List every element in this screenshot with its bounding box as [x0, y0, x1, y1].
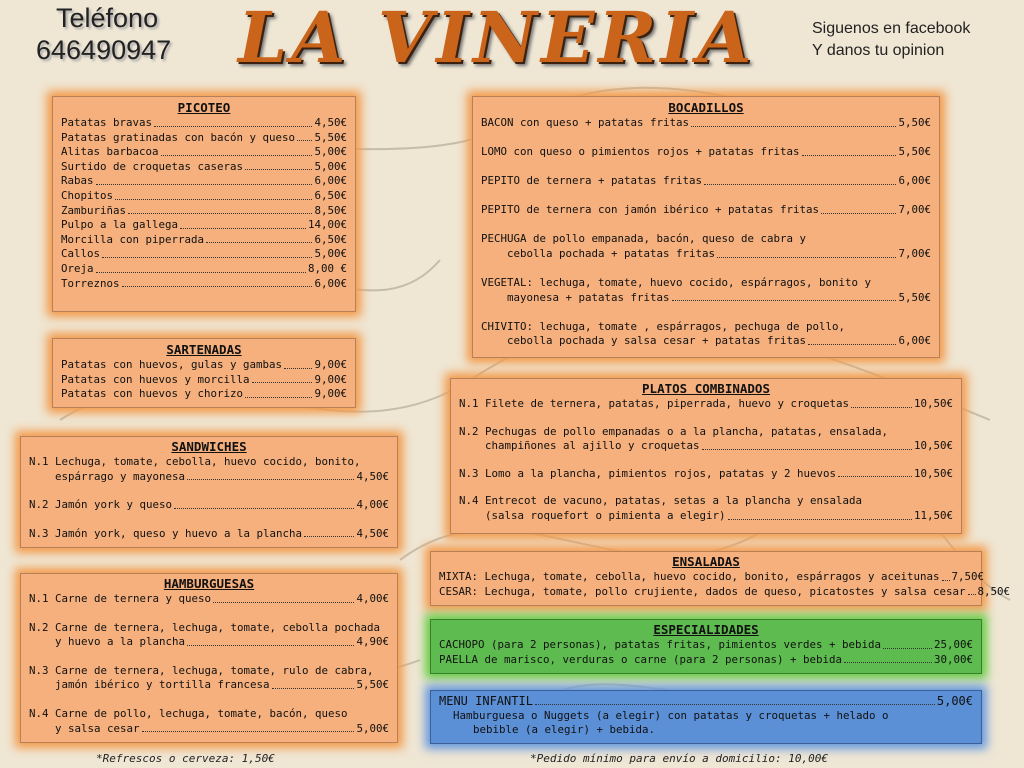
menu-item-price: 6,00€ — [314, 276, 347, 290]
section-title-sandwiches: SANDWICHES — [171, 439, 247, 454]
menu-item — [459, 397, 953, 412]
menu-item — [29, 722, 389, 737]
phone-block — [36, 2, 171, 66]
menu-item-name: Patatas con huevos y chorizo — [61, 387, 244, 401]
menu-item-price: 7,00€ — [898, 203, 931, 217]
menu-item-price: 11,50€ — [913, 508, 953, 522]
menu-item-name: LOMO con queso o pimientos rojos + patatas fritas — [481, 145, 800, 159]
menu-item — [61, 387, 347, 402]
menu-item — [439, 570, 985, 585]
section-hamburguesas — [20, 573, 398, 743]
menu-item — [61, 247, 347, 262]
menu-item-name-cont: champiñones al ajillo y croquetas — [485, 439, 700, 453]
phone-label: Teléfono — [56, 3, 159, 33]
menu-item-price: 4,50€ — [356, 469, 389, 483]
menu-item-price: 10,50€ — [913, 397, 953, 410]
menu-item — [61, 218, 347, 233]
section-title-platos: PLATOS COMBINADOS — [642, 381, 770, 396]
menu-item-price: 5,50€ — [898, 290, 931, 304]
menu-item-price: 5,50€ — [314, 130, 347, 144]
menu-item-price: 6,00€ — [314, 174, 347, 188]
menu-item-name: Surtido de croquetas caseras — [61, 159, 244, 173]
menu-item-price: 5,50€ — [898, 116, 931, 129]
menu-item-price: 30,00€ — [933, 652, 973, 666]
menu-item-name-cont: espárrago y mayonesa — [55, 469, 186, 483]
menu-item-name: N.3 Carne de ternera, lechuga, tomate, rulo de cabra, — [29, 663, 374, 677]
menu-item-name: N.2 Jamón york y queso — [29, 498, 173, 512]
menu-item — [29, 592, 389, 607]
menu-item-name: PEPITO de ternera + patatas fritas — [481, 174, 703, 188]
menu-item-name-cont: y huevo a la plancha — [55, 635, 186, 649]
menu-item-name: CHIVITO: lechuga, tomate , espárragos, pechuga de pollo, — [481, 319, 846, 333]
menu-item-name: Torreznos — [61, 276, 120, 290]
menu-item-price: 5,00€ — [314, 145, 347, 159]
menu-item-name-cont: cebolla pochada + patatas fritas — [507, 246, 716, 260]
menu-item-price: 9,00€ — [314, 387, 347, 401]
menu-item — [439, 584, 1011, 600]
menu-item-price: 10,50€ — [913, 439, 953, 453]
menu-item-price: 5,00€ — [314, 247, 347, 261]
menu-item-price: 4,50€ — [356, 526, 389, 540]
facebook-line-2: Y danos tu opinion — [812, 42, 945, 59]
menu-item-name: N.4 Carne de pollo, lechuga, tomate, bacón, queso — [29, 706, 348, 720]
menu-item-name: PECHUGA de pollo empanada, bacón, queso de cabra y — [481, 232, 807, 246]
menu-item-name: BACON con queso + patatas fritas — [481, 116, 690, 129]
menu-item-price: 4,00€ — [356, 592, 389, 605]
menu-item-price: 6,00€ — [898, 334, 931, 348]
menu-item-name: MIXTA: Lechuga, tomate, cebolla, huevo cocido, bonito, espárragos y aceitunas — [439, 570, 940, 583]
menu-item-price: 5,00€ — [314, 159, 347, 173]
menu-item — [61, 373, 347, 388]
menu-item-name: Patatas gratinadas con bacón y queso — [61, 130, 296, 144]
menu-item-price: 4,50€ — [314, 116, 347, 129]
menu-item-price: 6,00€ — [898, 174, 931, 188]
menu-item — [439, 638, 973, 653]
menu-infantil-desc-2: bebible (a elegir) + bebida. — [473, 722, 656, 736]
menu-item — [61, 262, 347, 277]
menu-item — [29, 635, 389, 650]
section-title-picoteo: PICOTEO — [177, 100, 231, 115]
menu-infantil-price: 5,00€ — [936, 694, 973, 708]
menu-item-name: PEPITO de ternera con jamón ibérico + patatas fritas — [481, 203, 820, 217]
menu-item-name-cont: (salsa roquefort o pimienta a elegir) — [485, 508, 726, 522]
menu-item — [61, 145, 347, 160]
menu-item-name: Callos — [61, 247, 101, 261]
menu-item — [61, 160, 347, 175]
section-title-sartenadas: SARTENADAS — [166, 342, 242, 357]
menu-item-name: Chopitos — [61, 188, 114, 202]
menu-item — [29, 678, 389, 693]
section-sandwiches — [20, 436, 398, 548]
section-title-bocadillos: BOCADILLOS — [668, 100, 744, 115]
menu-infantil-desc-1: Hamburguesa o Nuggets (a elegir) con patatas y croquetas + helado o — [453, 708, 889, 722]
menu-item-price: 10,50€ — [913, 466, 953, 480]
menu-item-name: PAELLA de marisco, verduras o carne (para 2 personas) + bebida — [439, 652, 843, 666]
menu-item — [29, 498, 389, 513]
section-bocadillos — [472, 96, 940, 358]
section-title-ensaladas: ENSALADAS — [672, 554, 740, 569]
drinks-note: *Refrescos o cerveza: 1,50€ — [96, 752, 275, 765]
menu-item-name: Pulpo a la gallega — [61, 218, 179, 232]
section-picoteo — [52, 96, 356, 312]
menu-item — [481, 174, 931, 189]
menu-infantil-title: MENU INFANTIL — [439, 694, 533, 708]
menu-item — [29, 527, 389, 542]
menu-item-price: 25,00€ — [933, 638, 973, 651]
menu-item-name: N.4 Entrecot de vacuno, patatas, setas a la plancha y ensalada — [459, 494, 863, 508]
menu-item-price: 4,90€ — [356, 635, 389, 649]
menu-item-name: N.2 Pechugas de pollo empanadas o a la plancha, patatas, ensalada, — [459, 424, 889, 438]
menu-item — [61, 131, 347, 146]
menu-item — [61, 204, 347, 219]
menu-item — [439, 653, 973, 668]
menu-item-name: N.1 Carne de ternera y queso — [29, 592, 212, 605]
menu-item-name: N.3 Lomo a la plancha, pimientos rojos, patatas y 2 huevos — [459, 466, 837, 480]
facebook-note — [812, 18, 970, 62]
menu-item-name: N.3 Jamón york, queso y huevo a la plancha — [29, 526, 303, 540]
menu-item — [481, 247, 931, 262]
facebook-line-1: Siguenos en facebook — [812, 20, 971, 37]
menu-item-name: Patatas con huevos y morcilla — [61, 372, 250, 386]
menu-item — [61, 189, 347, 204]
menu-item — [61, 116, 347, 131]
menu-item — [61, 358, 347, 373]
menu-item-price: 4,00€ — [356, 498, 389, 512]
menu-item-price: 5,50€ — [356, 678, 389, 692]
menu-item-name: Patatas con huevos, gulas y gambas — [61, 358, 283, 371]
menu-item — [481, 334, 931, 349]
menu-item-name: Rabas — [61, 174, 94, 188]
restaurant-title: LA VINERIA — [238, 0, 756, 79]
menu-item — [29, 470, 389, 485]
menu-item — [61, 233, 347, 248]
menu-item — [459, 439, 953, 454]
menu-item-name: N.1 Lechuga, tomate, cebolla, huevo cocido, bonito, — [29, 455, 361, 468]
menu-item-price: 5,50€ — [898, 145, 931, 159]
menu-item-price: 5,00€ — [356, 721, 389, 735]
section-especialidades — [430, 619, 982, 674]
menu-item-name: Zamburiñas — [61, 203, 127, 217]
menu-item — [481, 145, 931, 160]
menu-item — [481, 116, 931, 131]
menu-item-price: 6,50€ — [314, 232, 347, 246]
menu-item-name: CESAR: Lechuga, tomate, pollo crujiente, dados de queso, picatostes y salsa cesar — [439, 584, 966, 598]
menu-item-name: Alitas barbacoa — [61, 145, 159, 159]
section-platos-combinados — [450, 378, 962, 534]
menu-item — [459, 509, 953, 524]
menu-item — [459, 467, 953, 482]
menu-item-name: N.1 Filete de ternera, patatas, piperrada, huevo y croquetas — [459, 397, 850, 410]
menu-item-price: 8,50€ — [977, 584, 1011, 598]
menu-item — [481, 291, 931, 306]
menu-item-name: CACHOPO (para 2 personas), patatas fritas, pimientos verdes + bebida — [439, 638, 882, 651]
menu-item-price: 8,50€ — [314, 203, 347, 217]
menu-item-name: VEGETAL: lechuga, tomate, huevo cocido, espárragos, bonito y — [481, 276, 872, 290]
delivery-note: *Pedido mínimo para envío a domicilio: 10,00€ — [530, 752, 829, 765]
menu-item-price: 7,50€ — [951, 570, 985, 583]
menu-item-name: Patatas bravas — [61, 116, 153, 129]
menu-item-name-cont: cebolla pochada y salsa cesar + patatas fritas — [507, 334, 807, 348]
menu-item-price: 7,00€ — [898, 246, 931, 260]
menu-item-name-cont: y salsa cesar — [55, 721, 140, 735]
phone-number[interactable]: 646490947 — [36, 35, 172, 65]
menu-item-name-cont: jamón ibérico y tortilla francesa — [55, 678, 270, 692]
menu-item — [61, 174, 347, 189]
menu-item-name: Morcilla con piperrada — [61, 232, 205, 246]
menu-item — [481, 203, 931, 218]
menu-item-price: 9,00€ — [314, 372, 347, 386]
section-menu-infantil — [430, 690, 982, 744]
section-ensaladas — [430, 551, 1011, 606]
menu-item-name: Oreja — [61, 261, 94, 275]
menu-item — [61, 277, 347, 292]
menu-item-name: N.2 Carne de ternera, lechuga, tomate, cebolla pochada — [29, 620, 381, 634]
menu-item-price: 6,50€ — [314, 188, 347, 202]
section-sartenadas — [52, 338, 356, 408]
section-title-hamburguesas: HAMBURGUESAS — [163, 576, 255, 591]
menu-item-price: 14,00€ — [307, 218, 347, 232]
menu-item-name-cont: mayonesa + patatas fritas — [507, 290, 670, 304]
menu-item-price: 9,00€ — [314, 358, 347, 371]
section-title-especialidades: ESPECIALIDADES — [653, 622, 759, 637]
menu-item-price: 8,00 € — [307, 261, 347, 275]
